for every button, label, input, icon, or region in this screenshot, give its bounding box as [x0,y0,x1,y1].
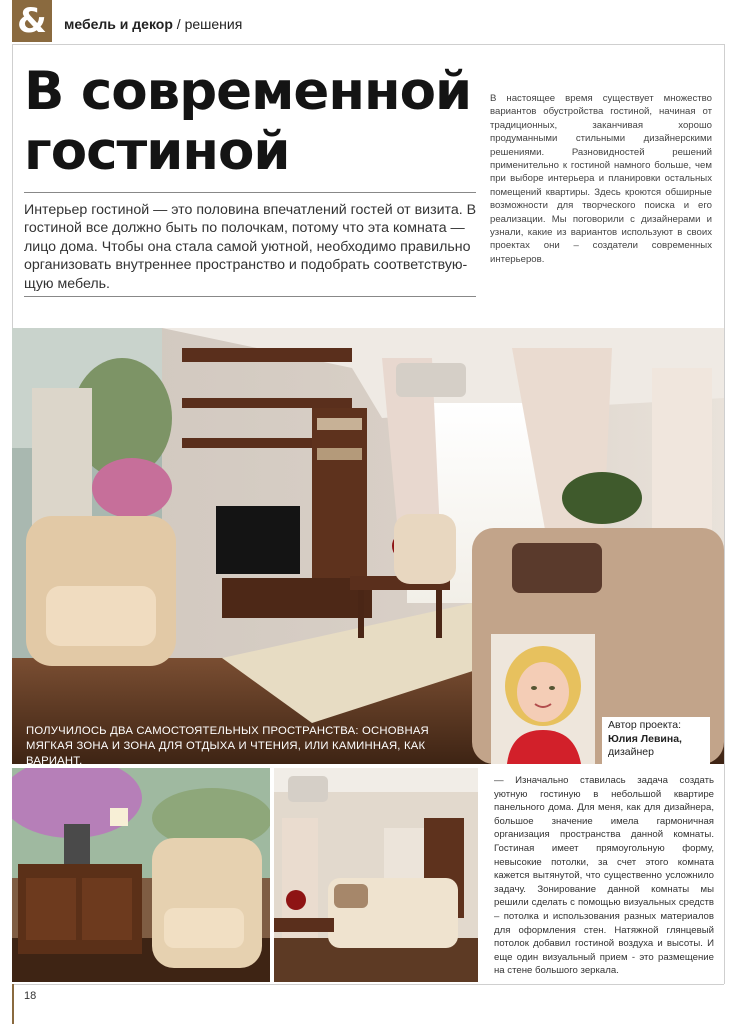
living-room-main-photo [12,328,724,764]
footer-accent-bar [12,984,14,1024]
author-portrait-photo [491,634,595,764]
author-credit [602,717,710,764]
frame-divider-left [12,44,13,328]
article-title-line-1: В современной [24,61,472,122]
reading-zone-photo [12,768,270,982]
section-logo: & [12,0,52,42]
section-name: мебель и декор [64,16,173,32]
side-column-text: В настоящее время существует множество вариантов обустройства гостиной, начиная от традиционных, заканчивая хорошо продуманными стильными дизайнерскими решениями. Разновидностей решений применительно к гостиной намного больше, чем при выборе интерьера и планировки остальных помещений квартиры. Здесь кроются обширные возможности для творческого поиска и его реализации. Мы поговорили с дизайнерами и узнали, какие из вариантов используют в своих проектах они – создатели современных интерьеров. [490,93,712,265]
subsection-name: решения [184,16,243,32]
lead-rule-bottom [24,296,476,297]
article-title [24,62,484,182]
author-role: дизайнер [608,746,654,758]
article-title-line-2: гостиной [24,121,290,182]
breadcrumb-separator: / [176,16,181,32]
lead-rule-top [24,192,476,193]
article-body-text: — Изначально ставилась задача создать уютную гостиную в небольшой квартире панельного дома. Для меня, как для дизайнера, большое значение имела гармоничная организация пространства данной комнаты. Гостиная имеет прямоугольную форму, невысокие потолки, за счет этого комната кажется вытянутой, что существенно усложнило задачу. Зонирование данной комнаты мы решили сделать с помощью визуальных средств – потолка и использования разных материалов для оформления стен. Натяжной глянцевый потолок добавил гостиной воздуха и высоты. И еще один визуальный прием - это размещение на стене большого зеркала. [494,775,714,977]
main-photo-caption: ПОЛУЧИЛОСЬ ДВА САМОСТОЯТЕЛЬНЫХ ПРОСТРАНСТВА: ОСНОВНАЯ МЯГКАЯ ЗОНА И ЗОНА ДЛЯ ОТДЫХА И ЧТЕНИЯ, ИЛИ КАМИННАЯ, КАК ВАРИАНТ. [26,725,429,767]
author-label: Автор проекта: [608,719,682,731]
frame-divider-right [724,44,725,984]
page-number: 18 [24,990,37,1002]
article-lead: Интерьер гостиной — это половина впечатлений гостей от визита. В гостиной все должно быть по полочкам, потому что эта комната — лицо дома. Чтобы она стала самой уютной, необходимо правильно организовать внутреннее пространство и подобрать соответствую-щую мебель. [24,202,477,292]
frame-divider-top [12,44,724,45]
author-name: Юлия Левина, [608,732,682,745]
section-breadcrumb [64,16,242,32]
sofa-zone-photo [274,768,478,982]
footer-divider [12,984,724,985]
